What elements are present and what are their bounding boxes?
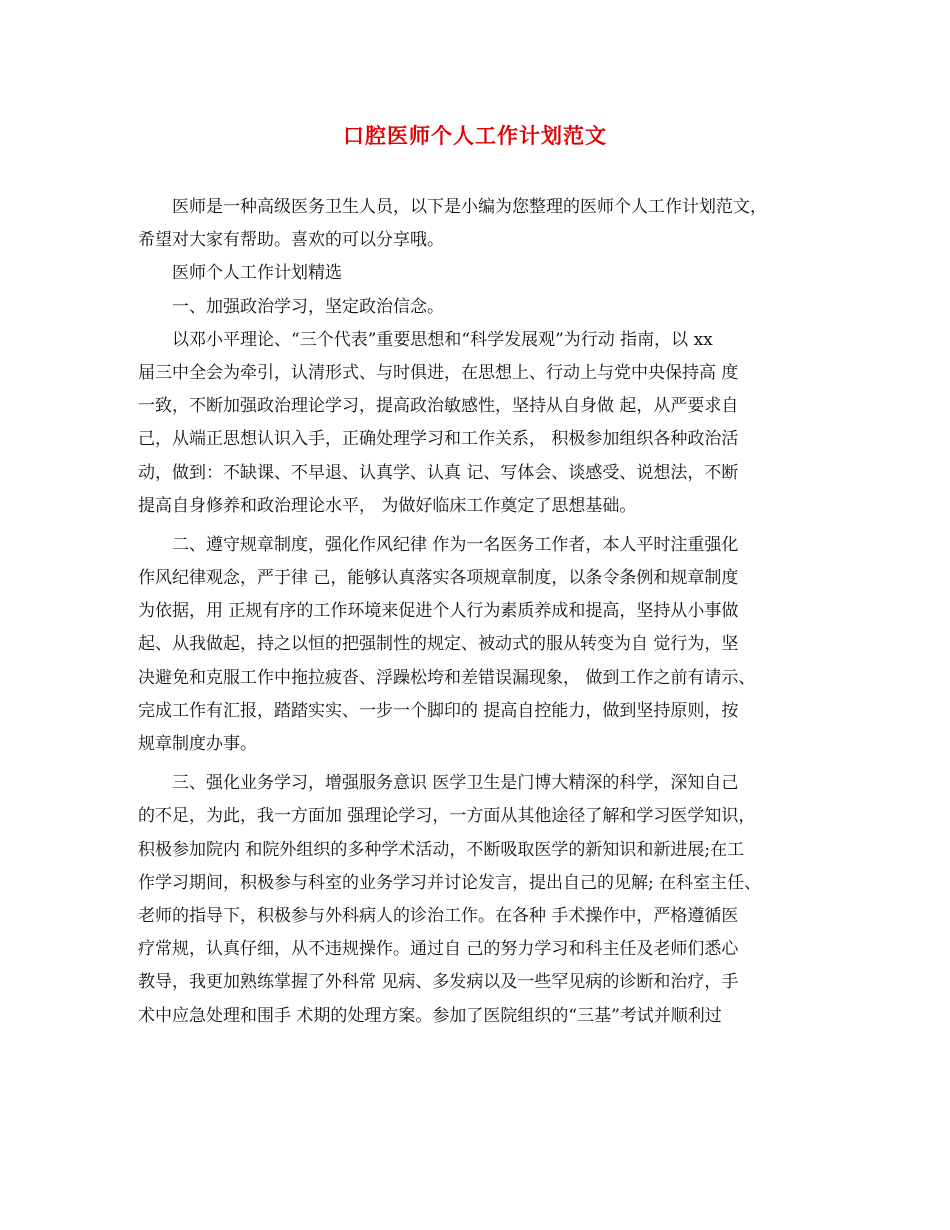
text-line: 作风纪律观念，严于律 己，能够认真落实各项规章制度，以条令条例和规章制度 <box>138 568 739 589</box>
text-line: 提高自身修养和政治理论水平， 为做好临床工作奠定了思想基础。 <box>138 495 637 516</box>
text-line: 积极参加院内 和院外组织的多种学术活动，不断吸取医学的新知识和新进展;在工 <box>138 839 745 860</box>
text-line: 己，从端正思想认识入手，正确处理学习和工作关系， 积极参加组织各种政治活 <box>138 429 739 450</box>
text-line: 希望对大家有帮助。喜欢的可以分享哦。 <box>138 230 444 251</box>
text-line: 术中应急处理和围手 术期的处理方案。参加了医院组织的“三基”考试并顺利过 <box>138 1005 722 1026</box>
document-body <box>138 191 828 1033</box>
text-line: 老师的指导下，积极参与外科病人的诊治工作。在各种 手术操作中，严格遵循医 <box>138 905 739 926</box>
text-line: 决避免和克服工作中拖拉疲沓、浮躁松垮和差错误漏现象， 做到工作之前有请示、 <box>138 667 756 688</box>
text-line: 以邓小平理论、“三个代表”重要思想和“科学发展观”为行动 指南，以 xx <box>172 329 713 350</box>
text-line: 医师是一种高级医务卫生人员，以下是小编为您整理的医师个人工作计划范文， <box>172 197 767 217</box>
text-line: 起、从我做起，持之以恒的把强制性的规定、被动式的服从转变为自 觉行为，坚 <box>138 634 739 655</box>
text-line: 的不足，为此，我一方面加 强理论学习，一方面从其他途径了解和学习医学知识， <box>138 806 756 827</box>
text-line: 届三中全会为牵引，认清形式、与时俱进，在思想上、行动上与党中央保持高 度 <box>138 362 739 383</box>
text-line: 一致，不断加强政治理论学习，提高政治敏感性，坚持从自身做 起，从严要求自 <box>138 396 739 417</box>
text-line: 医师个人工作计划精选 <box>172 263 342 284</box>
text-line: 完成工作有汇报，踏踏实实、一步一个脚印的 提高自控能力，做到坚持原则，按 <box>138 700 739 721</box>
text-line: 三、强化业务学习，增强服务意识 医学卫生是门博大精深的科学，深知自己 <box>172 773 739 794</box>
text-line: 教导，我更加熟练掌握了外科常 见病、多发病以及一些罕见病的诊断和治疗，手 <box>138 972 739 993</box>
text-line: 疗常规，认真仔细，从不违规操作。通过自 己的努力学习和科主任及老师们悉心 <box>138 939 739 960</box>
text-line: 一、加强政治学习，坚定政治信念。 <box>172 296 444 317</box>
text-line: 作学习期间，积极参与科室的业务学习并讨论发言，提出自己的见解; 在科室主任、 <box>138 872 762 893</box>
text-line: 为依据，用 正规有序的工作环境来促进个人行为素质养成和提高，坚持从小事做 <box>138 601 739 622</box>
text-line: 动，做到：不缺课、不早退、认真学、认真 记、写体会、谈感受、说想法，不断 <box>138 462 739 483</box>
document-title: 口腔医师个人工作计划范文 <box>343 123 607 148</box>
text-line: 二、遵守规章制度，强化作风纪律 作为一名医务工作者，本人平时注重强化 <box>172 534 739 555</box>
text-line: 规章制度办事。 <box>138 734 257 754</box>
